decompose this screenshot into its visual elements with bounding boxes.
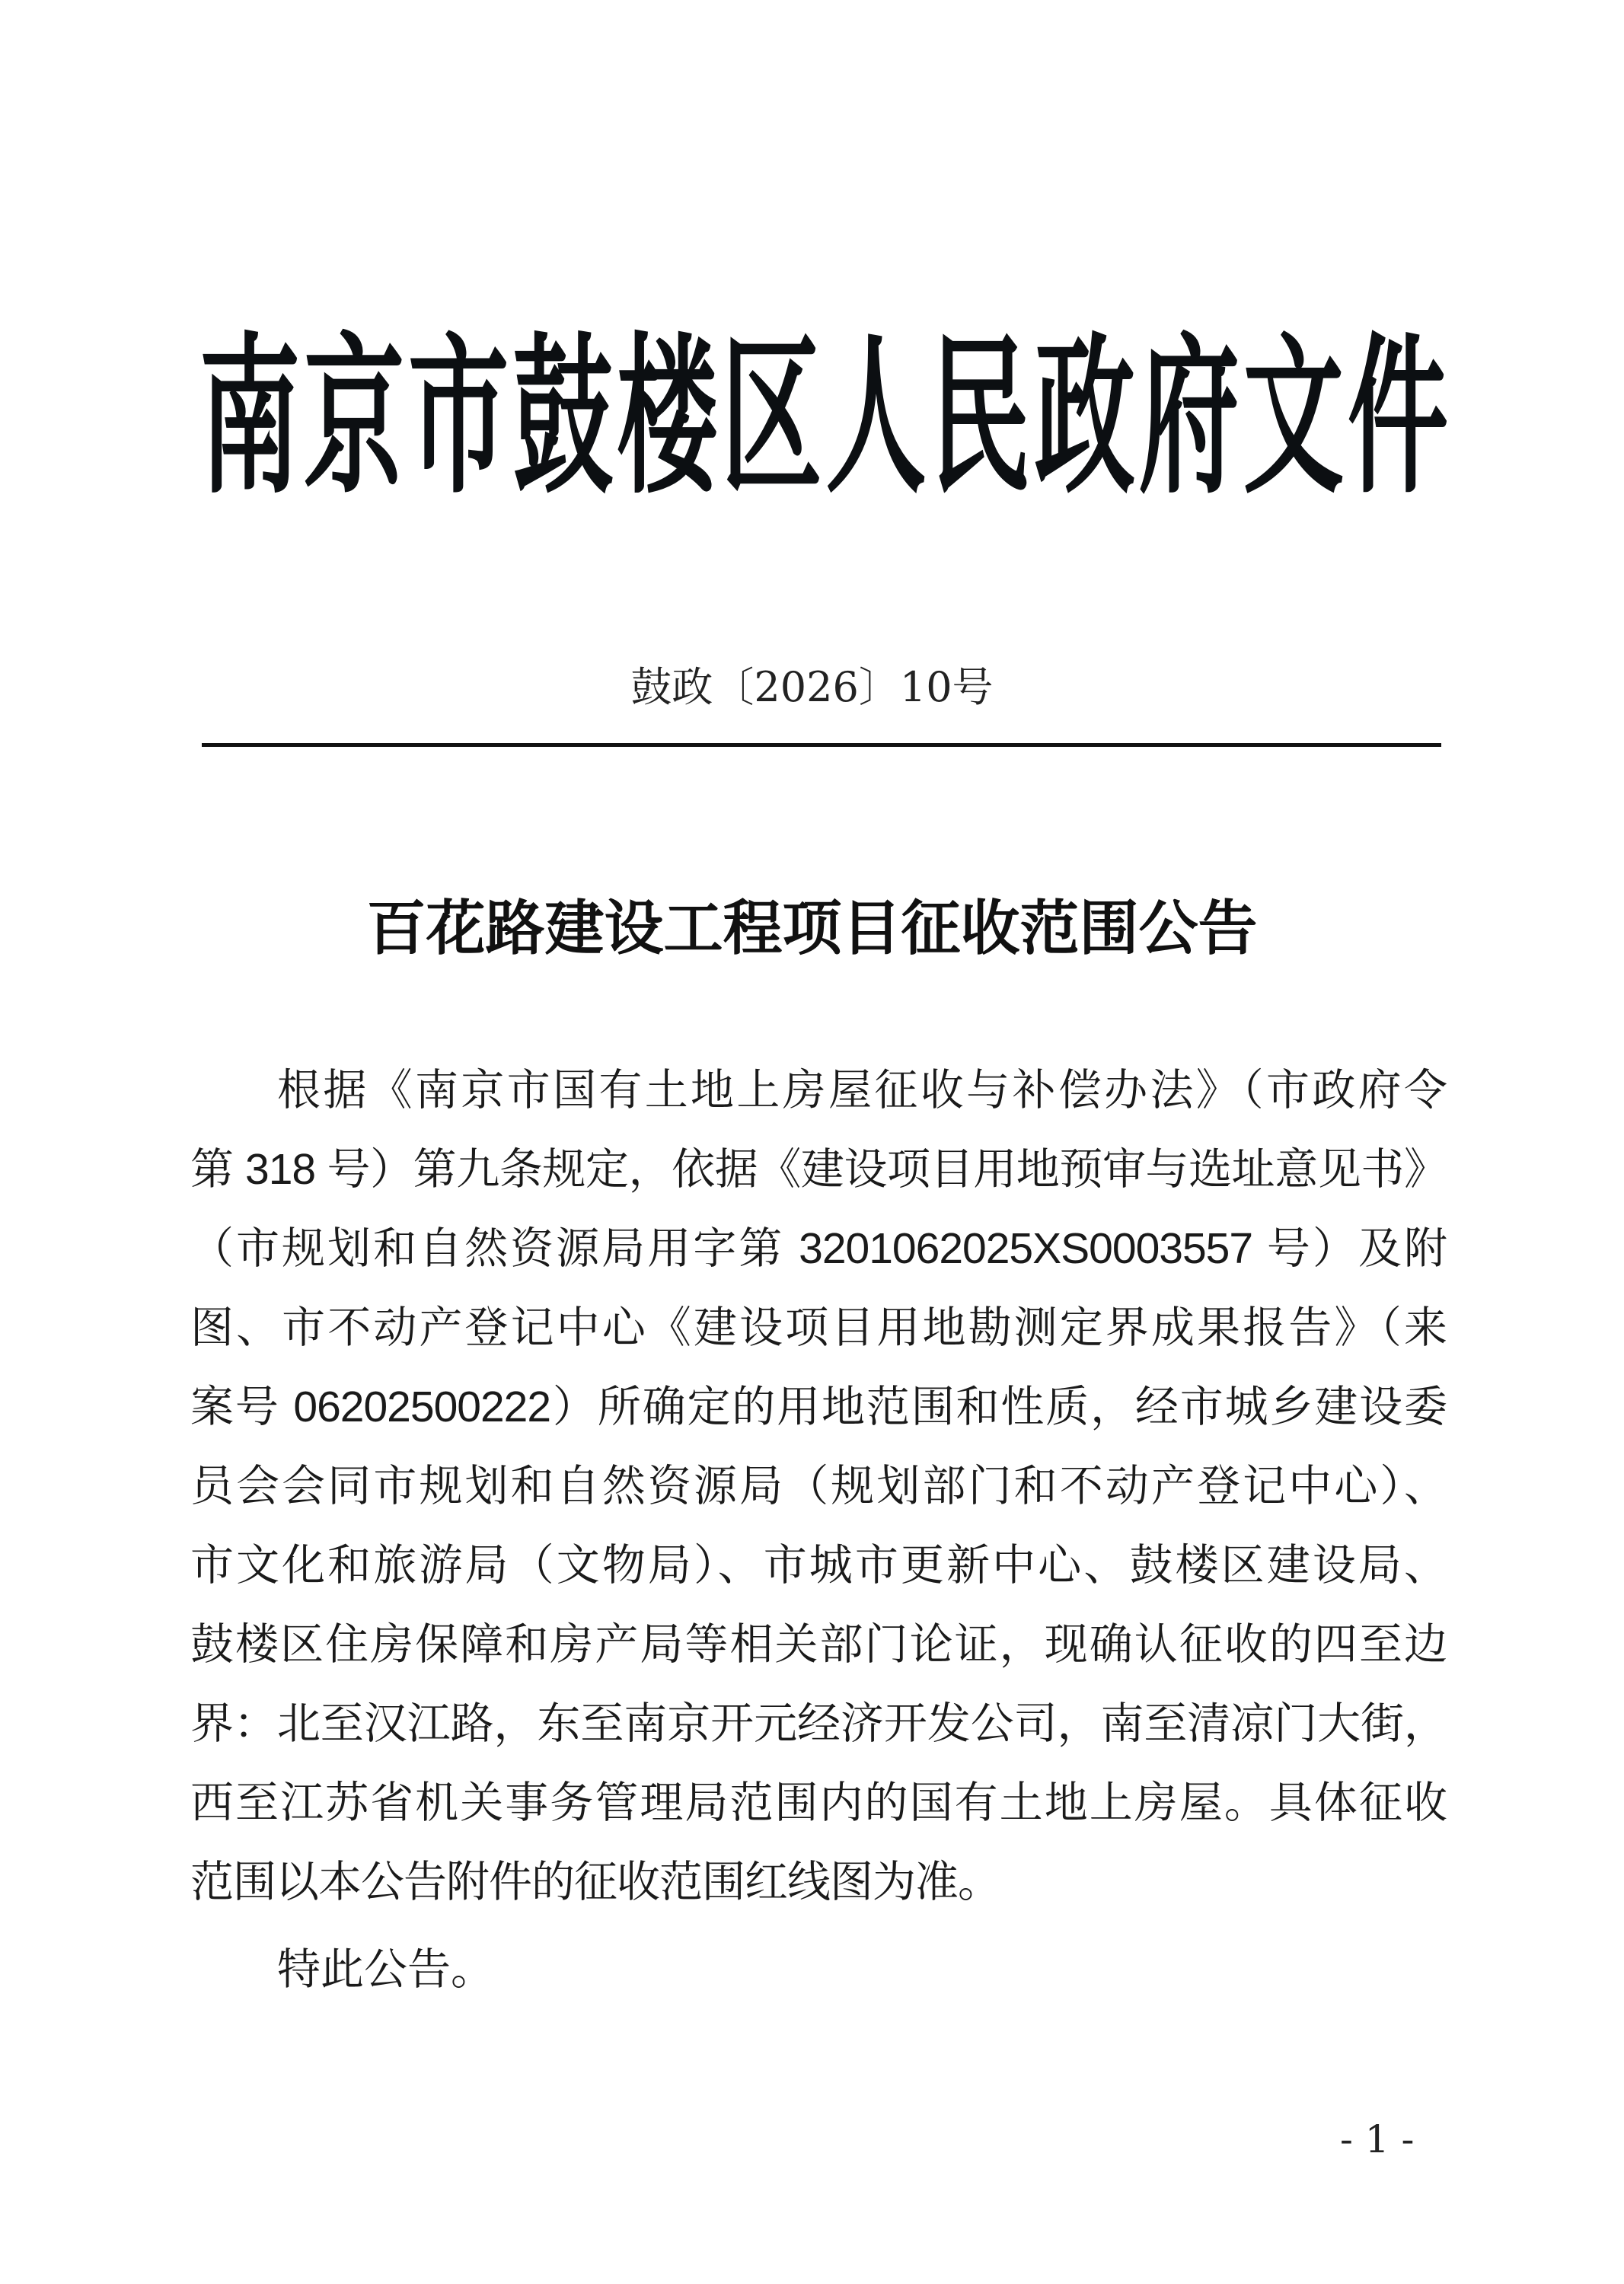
document-header-title: 南京市鼓楼区人民政府文件 <box>199 318 1448 518</box>
body-line: 范围以本公告附件的征收范围红线图为准。 <box>190 1858 1000 1906</box>
header-divider <box>202 743 1441 747</box>
body-line: 第 318 号）第九条规定，依据《建设项目用地预审与选址意见书》 <box>190 1145 1447 1194</box>
body-line: 员会会同市规划和自然资源局（规划部门和不动产登记中心）、 <box>190 1462 1447 1510</box>
body-line: 界：北至汉江路，东至南京开元经济开发公司，南至清凉门大街， <box>190 1699 1447 1748</box>
announcement-body <box>190 1051 1447 1922</box>
announcement-title: 百花路建设工程项目征收范围公告 <box>366 894 1258 963</box>
body-line: （市规划和自然资源局用字第 3201062025XS0003557 号）及附 <box>190 1224 1447 1273</box>
body-line: 根据《南京市国有土地上房屋征收与补偿办法》（市政府令 <box>277 1066 1447 1115</box>
body-line: 案号 06202500222）所确定的用地范围和性质，经市城乡建设委 <box>190 1383 1447 1431</box>
body-line: 图、市不动产登记中心《建设项目用地勘测定界成果报告》（来 <box>190 1303 1447 1352</box>
document-number: 鼓政〔2026〕10号 <box>630 663 994 711</box>
body-line: 鼓楼区住房保障和房产局等相关部门论证，现确认征收的四至边 <box>190 1620 1447 1669</box>
body-line: 市文化和旅游局（文物局）、市城市更新中心、鼓楼区建设局、 <box>190 1541 1447 1590</box>
page-number: - 1 - <box>1340 2117 1415 2161</box>
body-line: 西至江苏省机关事务管理局范围内的国有土地上房屋。具体征收 <box>190 1778 1447 1827</box>
closing-text: 特此公告。 <box>277 1945 494 1994</box>
